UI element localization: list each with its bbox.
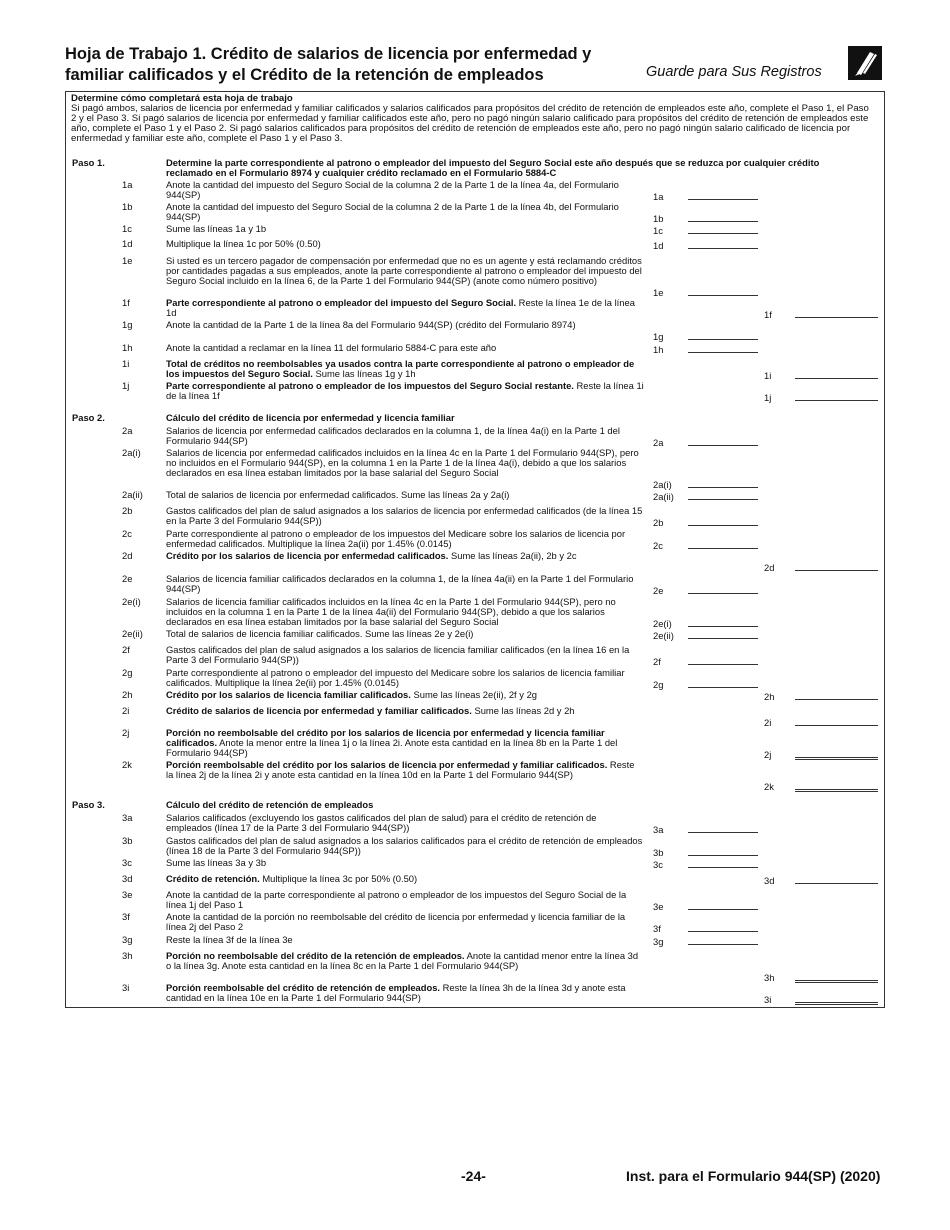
amount-entry-line[interactable]	[795, 400, 878, 401]
line-number: 3d	[122, 873, 133, 884]
amount-label: 3i	[764, 994, 772, 1005]
amount-entry-line[interactable]	[688, 499, 758, 500]
amount-label: 1f	[764, 309, 772, 320]
line-number: 1c	[122, 223, 132, 234]
amount-entry-line[interactable]	[688, 487, 758, 488]
amount-label: 3b	[653, 847, 664, 858]
amount-label: 2k	[764, 781, 774, 792]
line-number: 1b	[122, 201, 133, 212]
line-text: Crédito de salarios de licencia por enfermedad y familiar calificados. Sume las líneas 2d y 2h	[166, 705, 575, 716]
line-number: 3g	[122, 934, 133, 945]
intro-heading: Determine cómo completará esta hoja de trabajo	[71, 93, 293, 104]
form-reference: Inst. para el Formulario 944(SP) (2020)	[626, 1168, 881, 1184]
line-number: 2c	[122, 528, 132, 539]
line-text: Multiplique la línea 1c por 50% (0.50)	[166, 238, 321, 249]
amount-entry-line[interactable]	[688, 445, 758, 446]
line-number: 3e	[122, 889, 133, 900]
intro-body: Si pagó ambos, salarios de licencia por enfermedad y familiar calificados y salarios calificados para propósitos del crédito de retención de empleados este año, complete el Paso 1, el Paso 2 y el Paso 3. Si pagó salarios de licencia por enfermedad y familiar calificados este año, pero no pagó ningún salario calificado para propósitos del crédito de retención de empleados este año, complete el Paso 1 y el Paso 2. Si pagó salarios calificados para propósitos del crédito de retención de empleados este año, pero no pagó ningún salario calificado de licencia por enfermedad y familiar este año, complete el Paso 1 y el Paso 3.	[71, 103, 869, 144]
line-number: 2g	[122, 667, 133, 678]
line-text: Gastos calificados del plan de salud asignados a los salarios de licencia por enfermedad calificados (de la línea 15 en la Parte 3 del Formulario 944(SP))	[166, 505, 643, 526]
amount-label: 2e	[653, 585, 664, 596]
line-number: 3i	[122, 982, 130, 993]
line-number: 1i	[122, 358, 130, 369]
amount-entry-line[interactable]	[795, 570, 878, 571]
intro-section	[71, 94, 875, 144]
line-number: 1f	[122, 297, 130, 308]
amount-entry-line[interactable]	[795, 725, 878, 726]
amount-entry-line[interactable]	[688, 909, 758, 910]
line-text: Anote la cantidad de la parte correspondiente al patrono o empleador de los impuestos del Seguro Social de la línea 1j del Paso 1	[166, 889, 627, 910]
amount-entry-line[interactable]	[688, 638, 758, 639]
amount-entry-line[interactable]	[795, 757, 878, 760]
line-text: Reste la línea 3f de la línea 3e	[166, 934, 293, 945]
amount-entry-line[interactable]	[688, 248, 758, 249]
line-text: Salarios calificados (excluyendo los gastos calificados del plan de salud) para el crédito de retención de empleados (línea 17 de la Parte 3 del Formulario 944(SP))	[166, 812, 597, 833]
line-text: Salarios de licencia por enfermedad calificados declarados en la columna 1, de la línea 4a(i) en la Parte 1 del Formulario 944(SP)	[166, 425, 620, 446]
amount-label: 2d	[764, 562, 775, 573]
line-text: Porción no reembolsable del crédito por los salarios de licencia por enfermedad y licencia familiar calificados. Anote la menor entre la línea 1j o la línea 2i. Anote esta cantidad en la línea 8b en la Parte 1 del Formulario 944(SP)	[166, 727, 618, 758]
line-number: 2a(i)	[122, 447, 141, 458]
amount-entry-line[interactable]	[795, 699, 878, 700]
amount-label: 2e(i)	[653, 618, 672, 629]
keep-for-records-note: Guarde para Sus Registros	[646, 64, 822, 80]
amount-entry-line[interactable]	[795, 317, 878, 318]
page-number: -24-	[461, 1168, 486, 1184]
line-number: 2e	[122, 573, 133, 584]
line-number: 3h	[122, 950, 133, 961]
amount-entry-line[interactable]	[688, 687, 758, 688]
amount-entry-line[interactable]	[688, 339, 758, 340]
amount-label: 3e	[653, 901, 664, 912]
amount-label: 1h	[653, 344, 664, 355]
line-number: 2j	[122, 727, 130, 738]
amount-entry-line[interactable]	[688, 525, 758, 526]
amount-label: 3c	[653, 859, 663, 870]
pen-icon	[848, 46, 882, 80]
amount-label: 2e(ii)	[653, 630, 674, 641]
step-2-heading: Cálculo del crédito de licencia por enfermedad y licencia familiar	[166, 412, 455, 423]
line-text: Sume las líneas 1a y 1b	[166, 223, 267, 234]
line-number: 2a	[122, 425, 133, 436]
amount-entry-line[interactable]	[688, 944, 758, 945]
line-number: 1j	[122, 380, 130, 391]
line-text: Parte correspondiente al patrono o empleador de los impuestos del Seguro Social restante. Reste la línea 1i de la línea 1f	[166, 380, 644, 401]
step-1-label: Paso 1.	[72, 157, 105, 168]
amount-entry-line[interactable]	[795, 378, 878, 379]
line-number: 2i	[122, 705, 130, 716]
line-number: 1e	[122, 255, 133, 266]
line-number: 3f	[122, 911, 130, 922]
amount-entry-line[interactable]	[688, 548, 758, 549]
amount-label: 1g	[653, 331, 664, 342]
amount-entry-line[interactable]	[688, 867, 758, 868]
amount-label: 3g	[653, 936, 664, 947]
amount-label: 1i	[764, 370, 772, 381]
amount-label: 2f	[653, 656, 661, 667]
amount-label: 1b	[653, 213, 664, 224]
amount-label: 2a	[653, 437, 664, 448]
pen-icon-graphic	[848, 46, 882, 80]
amount-entry-line[interactable]	[688, 233, 758, 234]
line-number: 3b	[122, 835, 133, 846]
amount-entry-line[interactable]	[688, 664, 758, 665]
line-number: 2d	[122, 550, 133, 561]
amount-label: 1j	[764, 392, 772, 403]
line-number: 2e(ii)	[122, 628, 143, 639]
line-number: 2a(ii)	[122, 489, 143, 500]
line-number: 2e(i)	[122, 596, 141, 607]
line-text: Parte correspondiente al patrono o empleador de los impuestos del Medicare sobre los salarios de licencia por enfermedad calificados. Multiplique la línea 2a(ii) por 1.45% (0.0145)	[166, 528, 626, 549]
amount-label: 1d	[653, 240, 664, 251]
line-number: 3a	[122, 812, 133, 823]
line-text: Crédito por los salarios de licencia familiar calificados. Sume las líneas 2e(ii), 2f y 2g	[166, 689, 537, 700]
amount-label: 3h	[764, 972, 775, 983]
line-text: Porción no reembolsable del crédito de la retención de empleados. Anote la cantidad menor entre la línea 3d o la línea 3g. Anote esta cantidad en la línea 8c en la Parte 1 del Formulario 944(SP)	[166, 950, 639, 971]
line-number: 2h	[122, 689, 133, 700]
line-text: Salarios de licencia por enfermedad calificados incluidos en la línea 4c en la Parte 1 del Formulario 944(SP), pero no incluidos en el Formulario 944(SP), en la columna 1 en la Parte 1 de la línea 4a(i), debido a que los salarios declarados en esa línea estaban limitados por la base salarial del Seguro Social	[166, 447, 639, 478]
line-text: Parte correspondiente al patrono o empleador del impuesto del Medicare sobre los salarios de licencia familiar calificados. Multiplique la línea 2e(ii) por 1.45% (0.0145)	[166, 667, 625, 688]
amount-entry-line[interactable]	[688, 931, 758, 932]
amount-entry-line[interactable]	[795, 1002, 878, 1005]
line-number: 1h	[122, 342, 133, 353]
amount-entry-line[interactable]	[688, 199, 758, 200]
amount-label: 2a(ii)	[653, 491, 674, 502]
line-text: Total de salarios de licencia por enfermedad calificados. Sume las líneas 2a y 2a(i)	[166, 489, 510, 500]
amount-label: 1e	[653, 287, 664, 298]
worksheet-title: Hoja de Trabajo 1. Crédito de salarios de licencia por enfermedad y familiar calificados y el Crédito de la retención de empleados	[65, 45, 592, 84]
line-text: Anote la cantidad a reclamar en la línea 11 del formulario 5884-C para este año	[166, 342, 497, 353]
amount-label: 3f	[653, 923, 661, 934]
line-text: Crédito de retención. Multiplique la línea 3c por 50% (0.50)	[166, 873, 418, 884]
amount-label: 2c	[653, 540, 663, 551]
line-number: 1g	[122, 319, 133, 330]
amount-label: 3d	[764, 875, 775, 886]
amount-label: 2j	[764, 749, 772, 760]
line-text: Salarios de licencia familiar calificados declarados en la columna 1, de la línea 4a(ii) en la Parte 1 del Formulario 944(SP)	[166, 573, 634, 594]
step-3-label: Paso 3.	[72, 799, 105, 810]
amount-entry-line[interactable]	[688, 626, 758, 627]
amount-label: 1a	[653, 191, 664, 202]
line-text: Anote la cantidad de la porción no reembolsable del crédito de licencia por enfermedad y licencia familiar de la línea 2j del Paso 2	[166, 911, 626, 932]
line-text: Salarios de licencia familiar calificados incluidos en la línea 4c en la Parte 1 del Formulario 944(SP), pero no incluidos en la columna 1 en la Parte 1 de la línea 4a(ii) del Formulario 944(SP), debido a que los salarios declarados en esa línea estaban limitados por la base salarial del Seguro Social	[166, 596, 616, 627]
line-text: Anote la cantidad del impuesto del Seguro Social de la columna 2 de la Parte 1 de la línea 4b, del Formulario 944(SP)	[166, 201, 619, 222]
line-text: Parte correspondiente al patrono o empleador del impuesto del Seguro Social. Reste la línea 1e de la línea 1d	[166, 297, 635, 318]
amount-entry-line[interactable]	[795, 980, 878, 983]
line-text: Porción reembolsable del crédito por los salarios de licencia por enfermedad y familiar calificados. Reste la línea 2j de la línea 2i y anote esta cantidad en la línea 10d en la Parte 1 del Formulario 944(SP)	[166, 759, 635, 780]
line-number: 2k	[122, 759, 132, 770]
line-text: Anote la cantidad del impuesto del Seguro Social de la columna 2 de la Parte 1 de la línea 4a, del Formulario 944(SP)	[166, 179, 619, 200]
line-number: 2f	[122, 644, 130, 655]
amount-entry-line[interactable]	[688, 295, 758, 296]
line-number: 1d	[122, 238, 133, 249]
line-text: Anote la cantidad de la Parte 1 de la línea 8a del Formulario 944(SP) (crédito del Formulario 8974)	[166, 319, 576, 330]
amount-entry-line[interactable]	[688, 832, 758, 833]
amount-entry-line[interactable]	[688, 221, 758, 222]
line-text: Gastos calificados del plan de salud asignados a los salarios de licencia familiar calificados (en la línea 16 en la Parte 3 del Formulario 944(SP))	[166, 644, 630, 665]
line-text: Si usted es un tercero pagador de compensación por enfermedad que no es un agente y está reclamando créditos por cantidades pagadas a sus empleados, anote la parte correspondiente al patrono o empleador del impuesto del Seguro Social incluido en la línea 6, de la Parte 1 del Formulario 944(SP) (anote como número positivo)	[166, 255, 642, 286]
line-text: Porción reembolsable del crédito de retención de empleados. Reste la línea 3h de la línea 3d y anote esta cantidad en la línea 10e en la Parte 1 del Formulario 944(SP)	[166, 982, 626, 1003]
line-number: 1a	[122, 179, 133, 190]
amount-label: 2i	[764, 717, 772, 728]
amount-entry-line[interactable]	[688, 352, 758, 353]
amount-entry-line[interactable]	[795, 883, 878, 884]
amount-entry-line[interactable]	[795, 789, 878, 792]
line-number: 3c	[122, 857, 132, 868]
line-text: Sume las líneas 3a y 3b	[166, 857, 267, 868]
line-text: Crédito por los salarios de licencia por enfermedad calificados. Sume las líneas 2a(ii), 2b y 2c	[166, 550, 577, 561]
amount-label: 2b	[653, 517, 664, 528]
amount-label: 1c	[653, 225, 663, 236]
line-number: 2b	[122, 505, 133, 516]
amount-label: 2g	[653, 679, 664, 690]
step-1-heading: Determine la parte correspondiente al patrono o empleador del impuesto del Seguro Social este año después que se reduzca por cualquier crédito reclamado en el Formulario 8974 y cualquier crédito reclamado en el Formulario 5884-C	[166, 157, 820, 178]
line-text: Total de salarios de licencia familiar calificados. Sume las líneas 2e y 2e(i)	[166, 628, 474, 639]
amount-label: 2a(i)	[653, 479, 672, 490]
amount-label: 2h	[764, 691, 775, 702]
amount-entry-line[interactable]	[688, 593, 758, 594]
step-2-label: Paso 2.	[72, 412, 105, 423]
amount-entry-line[interactable]	[688, 855, 758, 856]
amount-label: 3a	[653, 824, 664, 835]
step-3-heading: Cálculo del crédito de retención de empleados	[166, 799, 374, 810]
line-text: Gastos calificados del plan de salud asignados a los salarios calificados para el crédito de retención de empleados (línea 18 de la Parte 3 del Formulario 944(SP))	[166, 835, 643, 856]
line-text: Total de créditos no reembolsables ya usados contra la parte correspondiente al patrono o empleador de los impuestos del Seguro Social. Sume las líneas 1g y 1h	[166, 358, 635, 379]
